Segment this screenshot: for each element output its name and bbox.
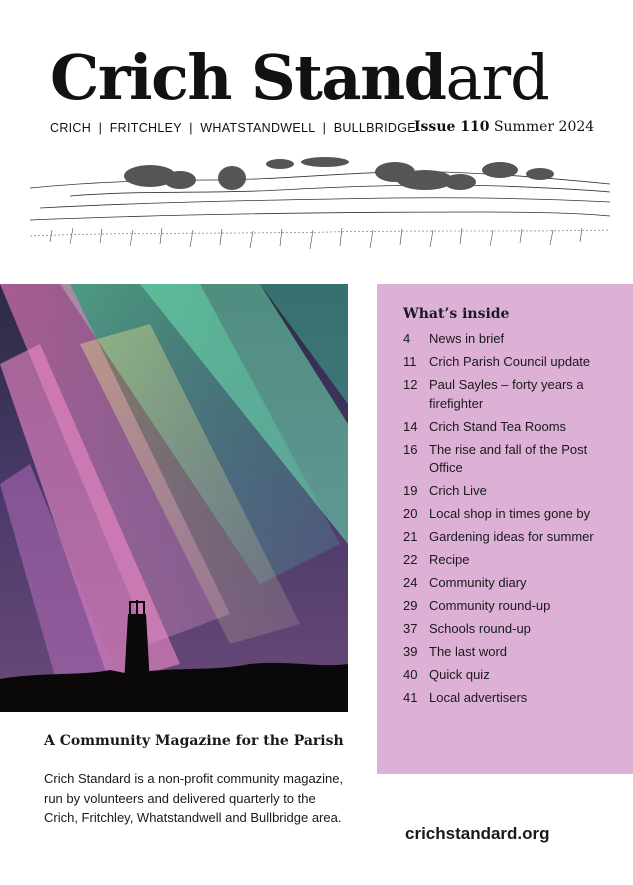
contents-page: 24 <box>403 575 418 590</box>
contents-item[interactable] <box>403 441 623 478</box>
contents-page: 11 <box>403 354 417 369</box>
issue-number: Issue 110 <box>414 119 490 135</box>
contents-page: 40 <box>403 667 418 682</box>
contents-title: Local shop in times gone by <box>429 506 591 521</box>
website-link[interactable]: crichstandard.org <box>405 824 550 843</box>
contents-page: 22 <box>403 552 418 567</box>
contents-page: 41 <box>403 690 418 705</box>
contents-page: 16 <box>403 441 418 457</box>
contents-panel <box>377 284 633 774</box>
contents-title: Schools round-up <box>429 621 531 636</box>
contents-title: Paul Sayles – forty years a firefighter <box>429 377 584 411</box>
contents-item[interactable] <box>403 551 623 570</box>
contents-item[interactable] <box>403 666 623 685</box>
contents-page: 29 <box>403 598 418 613</box>
contents-page: 20 <box>403 506 418 521</box>
contents-item[interactable] <box>403 376 623 413</box>
contents-item[interactable] <box>403 505 623 524</box>
contents-title: Crich Live <box>429 483 487 498</box>
contents-title: Crich Stand Tea Rooms <box>429 418 567 434</box>
contents-title: Quick quiz <box>429 667 490 682</box>
magazine-title-light: ard <box>445 41 549 114</box>
magazine-description: Crich Standard is a non-profit community magazine, run by volunteers and delivered quarterly to the Crich, Fritchley, Whatstandwell and Bullbridge area. <box>44 771 344 825</box>
magazine-tagline: A Community Magazine for the Parish <box>44 733 344 749</box>
contents-page: 21 <box>403 529 418 544</box>
contents-page: 14 <box>403 418 418 434</box>
contents-item[interactable] <box>403 689 623 708</box>
contents-title: Local advertisers <box>429 690 528 705</box>
contents-page: 12 <box>403 377 418 392</box>
contents-title: News in brief <box>429 331 505 346</box>
contents-item[interactable] <box>403 643 623 662</box>
contents-item[interactable] <box>403 330 623 349</box>
contents-title: Community round-up <box>429 598 551 613</box>
contents-item[interactable] <box>403 418 623 437</box>
contents-item[interactable] <box>403 482 623 501</box>
contents-title: The last word <box>429 644 508 659</box>
aurora-photo-icon <box>0 284 348 712</box>
contents-list <box>403 330 623 712</box>
magazine-title-bold: Crich Stand <box>50 41 446 114</box>
villages-line: CRICH | FRITCHLEY | WHATSTANDWELL | BULLBRIDGE <box>50 121 416 135</box>
issue-info <box>414 119 594 135</box>
contents-page: 39 <box>403 644 418 659</box>
contents-item[interactable] <box>403 528 623 547</box>
contents-item[interactable] <box>403 574 623 593</box>
contents-title: Crich Parish Council update <box>429 354 591 369</box>
contents-title: The rise and fall of the Post Office <box>429 441 588 475</box>
landscape-sketch-icon <box>30 150 610 255</box>
contents-page: 4 <box>403 331 411 346</box>
contents-title: Community diary <box>429 575 527 590</box>
contents-page: 37 <box>403 621 418 636</box>
contents-item[interactable] <box>403 353 623 372</box>
contents-title: Recipe <box>429 552 470 567</box>
contents-title: Gardening ideas for summer <box>429 529 594 544</box>
masthead <box>50 38 590 118</box>
contents-item[interactable] <box>403 620 623 639</box>
contents-item[interactable] <box>403 597 623 616</box>
issue-season: Summer 2024 <box>493 119 595 135</box>
contents-page: 19 <box>403 483 418 498</box>
contents-heading: What’s inside <box>403 306 510 322</box>
